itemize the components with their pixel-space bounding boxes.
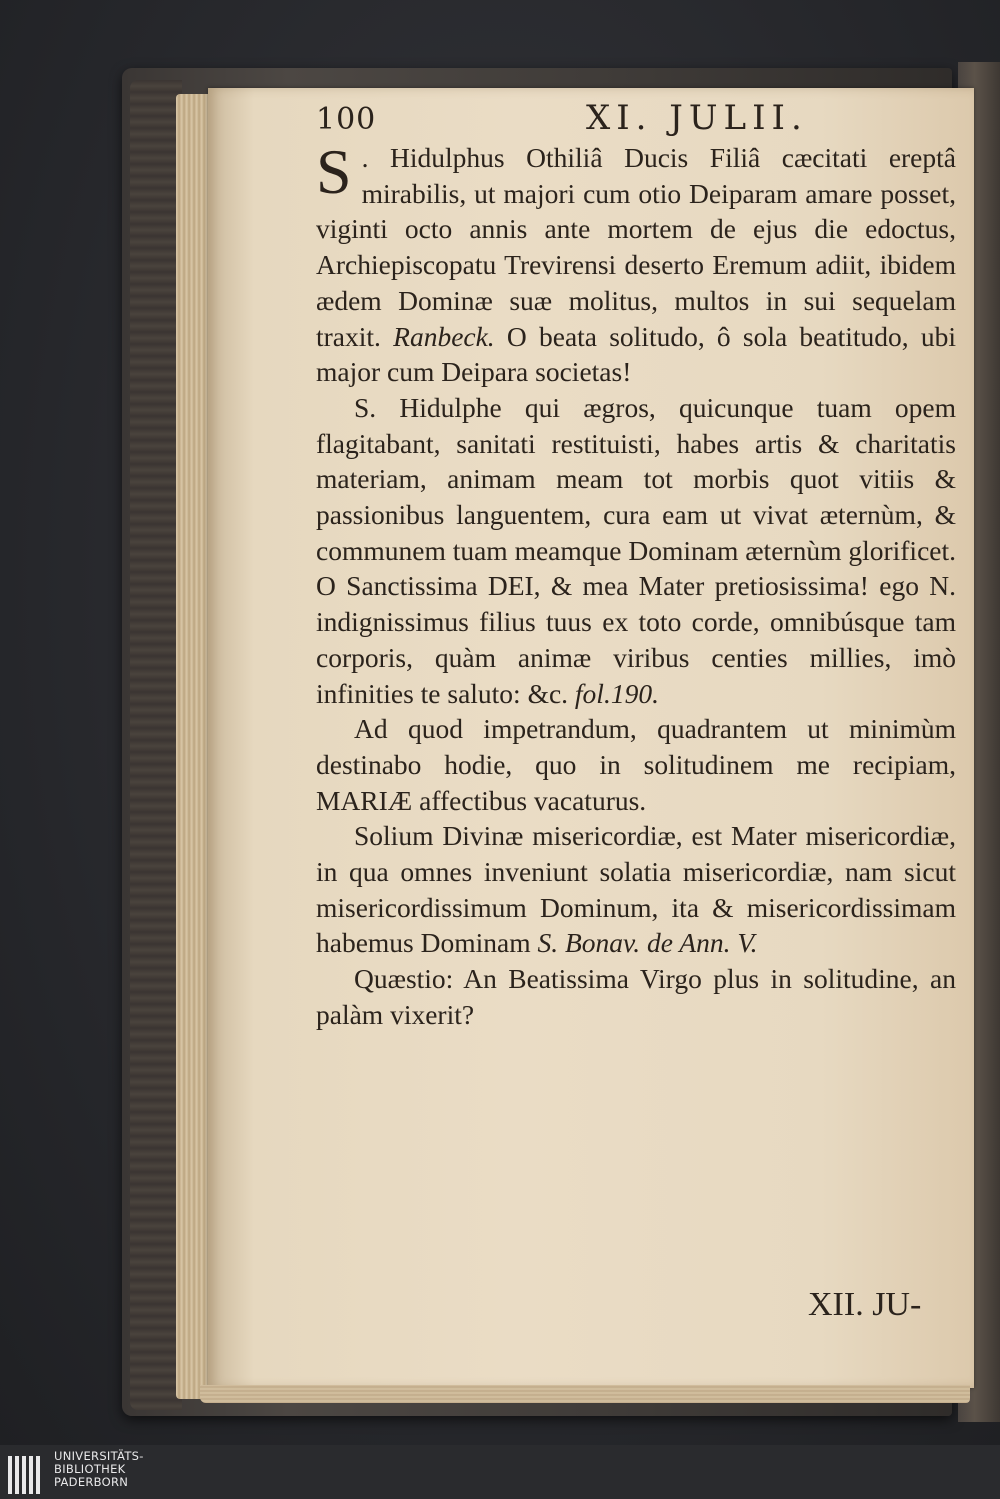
paragraph <box>316 818 956 961</box>
paragraph <box>316 711 956 818</box>
text-run: Solium Divinæ misericordiæ, est Mater misericordiæ, in qua omnes inveniunt solatia misericordiæ, nam sicut misericordissimum Dominum, ita & misericordissimam habemus Dominam <box>316 820 956 959</box>
text-run: O beata solitudo, ô sola beatitudo, ubi major cum Deipara societas! <box>316 320 956 388</box>
catchword-text: XII. JU- <box>808 1286 922 1323</box>
paragraph <box>316 136 956 390</box>
text-run: S. Hidulphe qui ægros, quicunque tuam opem flagitabant, sanitati restituisti, habes artis & charitatis materiam, animam meam tot morbis quot vitiis & passionibus languentem, cura eam ut vivat æternùm, & communem tuam meamque Dominam æternùm glorificet. O Sanctissima DEI, & mea Mater pretiosissima! ego N. indignissimus filius tuus ex toto corde, omnibúsque tam corporis, quàm animæ viribus centies millies, imò infinities te saluto: &c. <box>316 391 956 709</box>
text-run: Ad quod impetrandum, quadrantem ut minimùm destinabo hodie, quo in solitudinem me recipiam, MARIÆ affectibus vacaturus. <box>316 713 956 816</box>
page-header <box>316 100 956 144</box>
italic-reference: S. Bonav. de Ann. V. <box>537 927 758 959</box>
logo-line: PADERBORN <box>54 1475 129 1489</box>
text-run: Quæstio: An Beatissima Virgo plus in solitudine, an palàm vixerit? <box>316 963 956 1030</box>
paragraph <box>316 961 956 1032</box>
drop-cap: S <box>316 136 352 207</box>
running-head: XI. JULII. <box>586 98 808 138</box>
page-bottom-edge <box>200 1385 970 1403</box>
library-logo-icon <box>6 1452 46 1498</box>
italic-reference: fol.190. <box>574 677 659 709</box>
page-number: 100 <box>316 102 377 137</box>
footer-bar <box>0 1445 1000 1499</box>
text-run: . Hidulphus Othiliâ Ducis Filiâ cæcitati ereptâ mirabilis, ut majori cum otio Deiparam amare posset, viginti octo annis ante mortem de ejus die edoctus, Archiepiscopatu Trevirensi deserto Eremum adiit, ibidem ædem Dominæ suæ molitus, multos in sui sequelam traxit. <box>316 142 956 352</box>
library-logo-text <box>54 1450 144 1489</box>
italic-reference: Ranbeck. <box>393 320 495 352</box>
paragraph <box>316 390 956 711</box>
body-text <box>316 136 956 1033</box>
catchword <box>808 1286 921 1324</box>
logo-line: UNIVERSITÄTS- <box>54 1449 144 1463</box>
logo-line: BIBLIOTHEK <box>54 1462 126 1476</box>
book-spine <box>130 80 182 1410</box>
